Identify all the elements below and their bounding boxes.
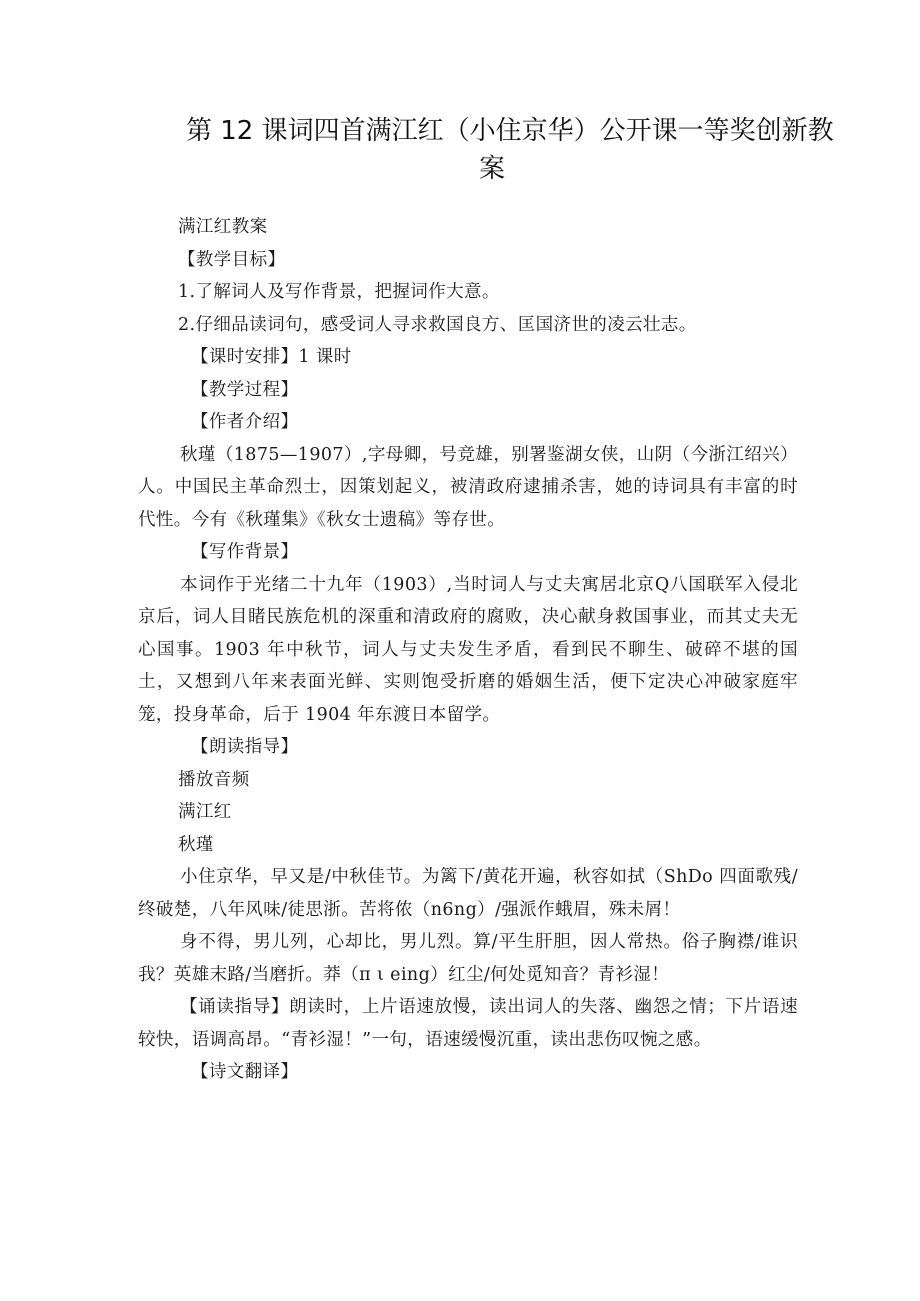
heading-schedule: 【课时安排】1 课时 — [191, 347, 352, 367]
title-line-2: 案 — [478, 154, 505, 184]
heading-author-intro: 【作者介绍】 — [191, 412, 299, 432]
heading-translation: 【诗文翻译】 — [191, 1062, 299, 1082]
heading-reading-guide: 【朗读指导】 — [191, 737, 299, 757]
title-line-1: 第 12 课词四首满江红（小住京华）公开课一等奖创新教 — [186, 116, 834, 146]
section-name: 满江红教案 — [178, 217, 268, 237]
page-title — [186, 112, 834, 188]
play-audio-text: 播放音频 — [178, 769, 250, 790]
recitation-guide-text: 【诵读指导】朗读时，上片语速放慢，读出词人的失落、幽怨之情；下片语速较快，语调高昂。“青衫湿！”一句，语速缓慢沉重，读出悲伤叹惋之感。 — [138, 997, 798, 1050]
poem-stanza-2: 身不得，男儿列，心却比，男儿烈。算/平生肝胆，因人常热。俗子胸襟/谁识我？英雄末路/当磨折。莽（π ι eing）红尘/何处觅知音？青衫湿！ — [138, 932, 798, 985]
goal-item-2: 2.仔细品读词句，感受词人寻求救国良方、匡国济世的凌云壮志。 — [178, 314, 697, 335]
poem-author: 秋瑾 — [178, 834, 214, 855]
author-intro-text: 秋瑾（1875—1907）,字母卿，号竞雄，别署鉴湖女侠，山阴（今浙江绍兴）人。中国民主革命烈士，因策划起义，被清政府逮捕杀害，她的诗词具有丰富的时代性。今有《秋瑾集》《秋女士遗稿》等存世。 — [138, 444, 798, 530]
heading-writing-background: 【写作背景】 — [191, 542, 299, 562]
poem-title: 满江红 — [178, 802, 232, 822]
heading-teaching-process: 【教学过程】 — [191, 379, 299, 400]
poem-stanza-1: 小住京华，早又是/中秋佳节。为篱下/黄花开遍，秋容如拭（ShDo 四面歌残/终破楚，八年风味/徒思浙。苦将侬（n6ng）/强派作蛾眉，殊未屑！ — [138, 867, 798, 920]
heading-teaching-goals: 【教学目标】 — [178, 249, 286, 270]
writing-background-text: 本词作于光绪二十九年（1903）,当时词人与丈夫寓居北京Q八国联军入侵北京后，词人目睹民族危机的深重和清政府的腐败，决心献身救国事业，而其丈夫无心国事。1903 年中秋节，词人与丈夫发生矛盾，看到民不聊生、破碎不堪的国土，又想到八年来表面光鲜、实则饱受折磨的婚姻生活，便下定决心冲破家庭牢笼，投身革命，后于 1904 年东渡日本留学。 — [138, 574, 798, 725]
document-body — [138, 211, 798, 1089]
goal-item-1: 1.了解词人及写作背景，把握词作大意。 — [178, 282, 500, 302]
